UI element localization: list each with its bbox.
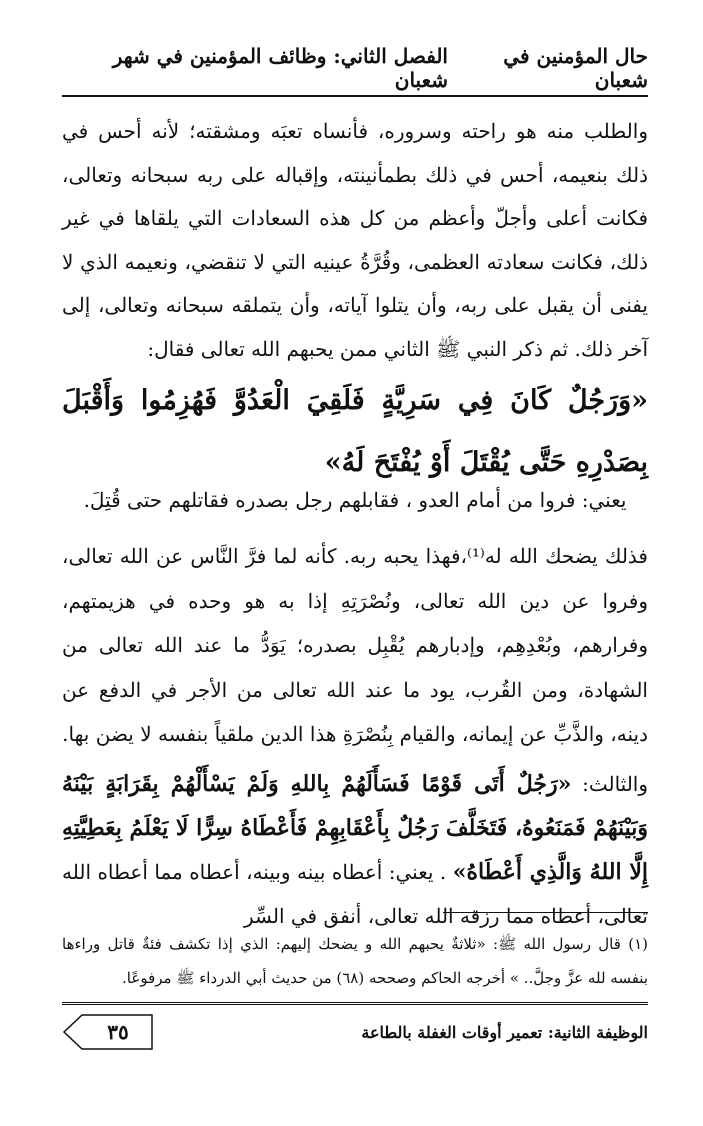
footnote-text: (١) قال رسول الله ﷺ: «ثلاثةٌ يحبهم الله و يضحك إليهم: الذي إذا تكشف فئةٌ قاتل وراءها بنفسه لله عزَّ وجلَّ.. » أخرجه الحاكم وصححه (٦٨) من حديث أبي الدرداء ﷺ مرفوعًا. [62,935,648,987]
page-number: ٣٥ [107,1020,129,1044]
paragraph-4-rest: . يعني: أعطاه بينه وبينه، أعطاه مما أعطاه الله تعالى، أعطاه مما رزقه الله تعالى، أنفق في السِّر [62,860,648,928]
footer-title: الوظيفة الثانية: تعمير أوقات الغفلة بالطاعة [361,1022,648,1042]
paragraph-1-text: والطلب منه هو راحته وسروره، فأنساه تعبَه ومشقته؛ لأنه أحس في ذلك بنعيمه، أحس في ذلك بطمأنينته، وإقباله على ربه سبحانه وتعالى، فكانت أعلى وأجلّ وأعظم من كل هذه السعادات التي يلقاها في غير ذلك، فكانت سعادته العظمى، وقُرَّةُ عينيه التي لا تنقضي، ونعيمه الذي لا يفنى أن يقبل على ربه، وأن يتلوا آياته، وأن يتملقه سبحانه وتعالى، إلى آخر ذلك. ثم ذكر النبي ﷺ الثاني ممن يحبهم الله تعالى فقال: [62,119,648,361]
header-rule [62,95,648,97]
hadith-quote [62,370,648,494]
paragraph-1 [62,110,648,371]
running-header [62,44,648,92]
paragraph-4-intro: والثالث: [571,772,649,796]
hadith-text: «وَرَجُلٌ كَانَ فِي سَرِيَّةٍ فَلَقِيَ الْعَدُوَّ فَهُزِمُوا وَأَقْبَلَ بِصَدْرِهِ حَتَّى يُقْتَلَ أَوْ يُفْتَحَ لَهُ» [62,385,648,478]
running-footer [62,1012,648,1052]
paragraph-2-text: يعني: فروا من أمام العدو ، فقابلهم رجل بصدره فقاتلهم حتى قُتِلَ. [83,488,627,512]
paragraph-3 [62,534,648,757]
footer-rule [62,1002,648,1008]
footnote-rule [443,912,648,913]
footnote [62,927,648,995]
header-section-title: الفصل الثاني: وظائف المؤمنين في شهر شعبان [112,44,448,92]
paragraph-3-text: فذلك يضحك الله له⁽¹⁾،فهذا يحبه ربه. كأنه لما فرَّ النَّاس عن الله تعالى، وفروا عن دين الله تعالى، ونُصْرَتِهِ إذا به هو وحده في هزيمتهم، وفرارهم، وبُعْدِهِم، وإدبارهم يُقْبِل بصدره؛ يَوَدُّ ما عند الله تعالى من الشهادة، ومن القُرب، يود ما عند الله تعالى من الأجر في الدفع عن دينه، والذَّبِّ عن إيمانه، والقيام بِنُصْرَةِ هذا الدين ملقياً بنفسه لا يضن بها. [62,544,648,746]
paragraph-2 [62,478,648,522]
header-chapter-title: حال المؤمنين في شعبان [503,44,648,92]
hadith-third-quote: «رَجُلٌ أَتَى قَوْمًا فَسَأَلَهُمْ بِاللهِ وَلَمْ يَسْأَلْهُمْ بِقَرَابَةٍ بَيْنَهُ وَبَيْنَهُمْ فَمَنَعُوهُ، فَتَخَلَّفَ رَجُلٌ بِأَعْقَابِهِمْ فَأَعْطَاهُ سِرًّا لَا يَعْلَمُ بِعَطِيَّتِهِ إِلَّا اللهُ وَالَّذِي أَعْطَاهُ» [62,771,648,885]
page-number-box [62,1013,154,1051]
